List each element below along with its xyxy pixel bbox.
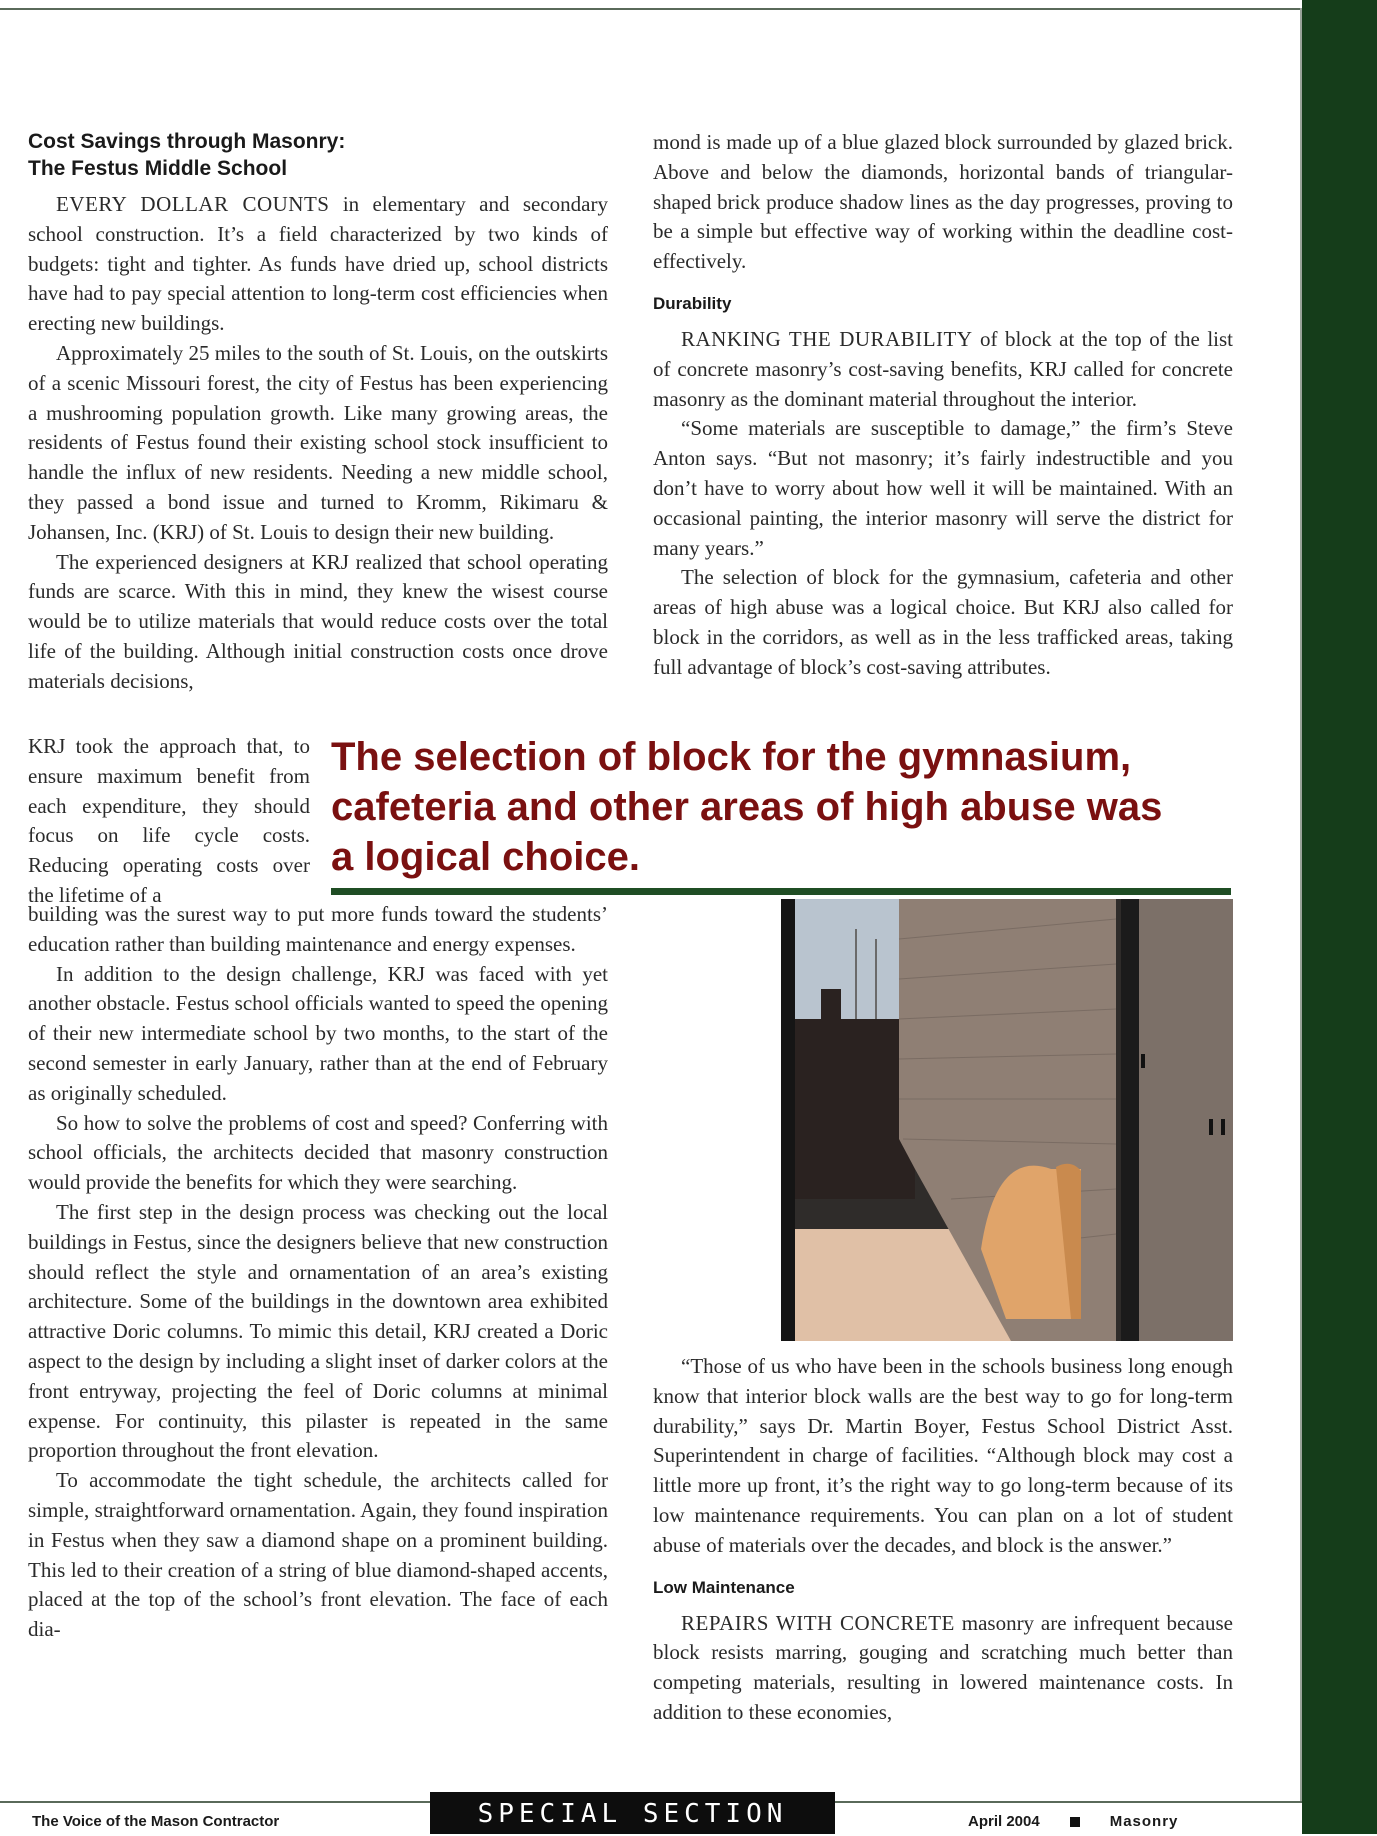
headline-line-1: Cost Savings through Masonry:	[28, 130, 346, 153]
square-bullet-icon	[1070, 1817, 1080, 1827]
paragraph: building was the surest way to put more funds toward the students’ education rather than building maintenance and energy expenses.	[28, 902, 608, 956]
lead-in: RANKING THE DURABILITY	[681, 326, 973, 351]
paragraph-text: masonry are infrequent because block resists marring, gouging and scratching much better than competing materials, resulting in lowered maintenance costs. In addition to these economies,	[653, 1610, 1233, 1724]
paragraph: To accommodate the tight schedule, the architects called for simple, straightforward ornamentation. Again, they found inspiration in Festus when they saw a diamond shape on a prominent building. This led to their creation of a string of blue diamond-shaped accents, placed at the top of the school’s front elevation. The face of each dia-	[28, 1468, 608, 1642]
left-column-bottom	[28, 900, 608, 1645]
lead-in: REPAIRS WITH CONCRETE	[681, 1610, 955, 1635]
column-rule	[1300, 8, 1302, 1808]
paragraph	[653, 1609, 1233, 1728]
side-green-band	[1302, 0, 1377, 1834]
left-column-top	[28, 128, 608, 697]
pull-quote	[331, 732, 1231, 882]
paragraph: Approximately 25 miles to the south of St. Louis, on the outskirts of a scenic Missouri forest, the city of Festus has been experiencing a mushrooming population growth. Like many growing areas, the residents of Festus found their existing school stock insufficient to handle the influx of new residents. Needing a new middle school, they passed a bond issue and turned to Kromm, Rikimaru & Johansen, Inc. (KRJ) of St. Louis to design their new building.	[28, 340, 608, 544]
right-column-bottom	[653, 1352, 1233, 1728]
paragraph: So how to solve the problems of cost and speed? Conferring with school officials, the architects decided that masonry construction would provide the benefits for which they were searching.	[28, 1110, 608, 1195]
subhead-low-maintenance: Low Maintenance	[653, 1577, 795, 1597]
pull-quote-line-1: The selection of block for the gymnasium,	[331, 735, 1132, 779]
footer-date: April 2004	[968, 1813, 1040, 1830]
top-rule	[0, 8, 1302, 10]
footer-issue-info	[968, 1813, 1198, 1830]
paragraph-text: in elementary and secondary school construction. It’s a field characterized by two kinds of budgets: tight and tighter. As funds have dried up, school districts have had to pay special attention to long-term cost efficiencies when erecting new buildings.	[28, 192, 608, 336]
pull-quote-line-3: a logical choice.	[331, 835, 641, 879]
paragraph: “Those of us who have been in the schools business long enough know that interior block walls are the best way to go for long-term durability,” says Dr. Martin Boyer, Festus School District Asst. Superintendent in charge of facilities. “Although block may cost a little more up front, it’s the right way to go long-term because of its low maintenance requirements. You can plan on a lot of student abuse of materials over the decades, and block is the answer.”	[653, 1354, 1233, 1557]
paragraph: mond is made up of a blue glazed block surrounded by glazed brick. Above and below the diamonds, horizontal bands of triangular-shaped brick produce shadow lines as the day progresses, proving to be a simple but effective way of working within the deadline cost-effectively.	[653, 130, 1233, 274]
pull-quote-line-2: cafeteria and other areas of high abuse was	[331, 785, 1163, 829]
paragraph: “Some materials are susceptible to damage,” the firm’s Steve Anton says. “But not masonry; it’s fairly indestructible and you don’t have to worry about how well it will be maintained. With an occasional painting, the interior masonry will serve the district for many years.”	[653, 416, 1233, 560]
paragraph-text: KRJ took the approach that, to ensure maximum benefit from each expenditure, they should focus on life cycle costs. Reducing operating costs over the lifetime of a	[28, 734, 310, 907]
paragraph	[653, 325, 1233, 414]
paragraph	[28, 190, 608, 339]
right-column-top	[653, 128, 1233, 683]
paragraph: In addition to the design challenge, KRJ was faced with yet another obstacle. Festus school officials wanted to speed the opening of their new intermediate school by two months, to the start of the second semester in early January, rather than at the end of February as originally scheduled.	[28, 961, 608, 1105]
paragraph: The selection of block for the gymnasium, cafeteria and other areas of high abuse was a logical choice. But KRJ also called for block in the corridors, as well as in the less trafficked areas, taking full advantage of block’s cost-saving attributes.	[653, 565, 1233, 679]
article-headline	[28, 128, 608, 182]
photo-illustration	[781, 899, 1233, 1341]
paragraph: The first step in the design process was checking out the local buildings in Festus, since the designers believe that new construction should reflect the style and ornamentation of an area’s existing architecture. Some of the buildings in the downtown area exhibited attractive Doric columns. To mimic this detail, KRJ created a Doric aspect to the design by including a slight inset of darker colors at the front entryway, projecting the feel of Doric columns at minimal expense. For continuity, this pilaster is repeated in the same proportion throughout the front elevation.	[28, 1199, 608, 1463]
page-number: 27	[1268, 1811, 1287, 1830]
school-corridor-photo	[781, 899, 1233, 1341]
subhead-durability: Durability	[653, 293, 732, 313]
wrapped-text	[28, 732, 310, 911]
paragraph: The experienced designers at KRJ realized that school operating funds are scarce. With this in mind, they knew the wisest course would be to utilize materials that would reduce costs over the total life of the building. Although initial construction costs once drove materials decisions,	[28, 549, 608, 693]
footer-tagline: The Voice of the Mason Contractor	[32, 1813, 280, 1830]
pull-quote-rule	[331, 888, 1231, 895]
headline-line-2: The Festus Middle School	[28, 157, 288, 180]
footer-magazine: Masonry	[1109, 1813, 1179, 1830]
paragraph-text: of block at the top of the list of concrete masonry’s cost-saving benefits, KRJ called for concrete masonry as the dominant material throughout the interior.	[653, 326, 1233, 411]
lead-in: EVERY DOLLAR COUNTS	[56, 192, 330, 216]
footer-section-label: SPECIAL SECTION	[430, 1792, 835, 1834]
